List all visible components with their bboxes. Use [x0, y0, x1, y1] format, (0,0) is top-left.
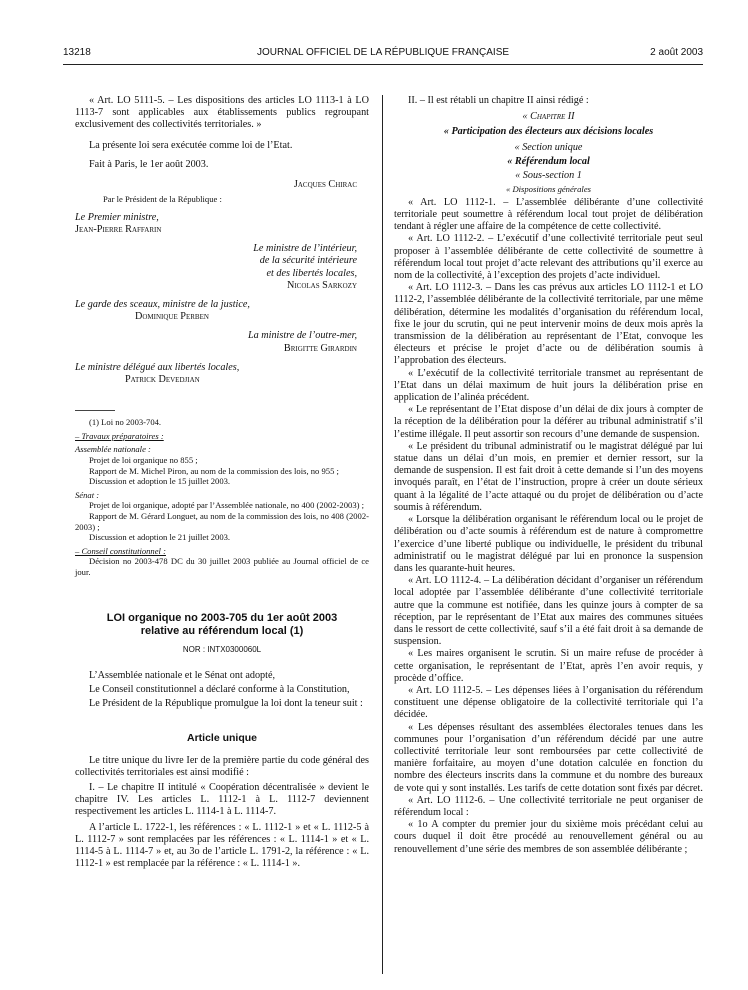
right-paragraph: « Art. LO 1112-4. – La délibération décidant d’organiser un référendum local adoptée par l’assemblée délibérante d’une collectivité territoriale autre que la commune est notifiée, dans les quinze jours à compter de sa réception, par le représentant de l’Etat aux maires des communes situées dans le ressort de cette collectivité, sauf s’il a été fait droit à sa demande de suspension.	[394, 575, 703, 648]
right-paragraph: « Art. LO 1112-1. – L’assemblée délibérante d’une collectivité territoriale peut soumettre à référendum local tout projet de délibération tendant à régler une affaire de la compétence de cette collectivité.	[394, 196, 703, 233]
right-column	[394, 95, 703, 856]
issue-date: 2 août 2003	[650, 47, 703, 58]
libertes-title: Le ministre délégué aux libertés locales,	[75, 361, 240, 373]
footnote-line: Rapport de M. Gérard Longuet, au nom de la commission des lois, no 408 (2002-2003) ;	[75, 511, 369, 532]
justice-name: Dominique Perben	[135, 311, 209, 323]
fait-a-paris: Fait à Paris, le 1er août 2003.	[89, 158, 209, 170]
premier-ministre-name: Jean-Pierre Raffarin	[75, 224, 162, 236]
adopte-text: L’Assemblée nationale et le Sénat ont adopté,	[89, 669, 276, 681]
signature-chirac: Jacques Chirac	[293, 179, 357, 191]
footnote-line: (1) Loi no 2003-704.	[89, 417, 162, 428]
left-column	[75, 95, 369, 870]
footnotes	[75, 417, 369, 577]
footnote-line: – Travaux préparatoires :	[75, 430, 164, 441]
right-paragraph: « L’exécutif de la collectivité territoriale transmet au représentant de l’Etat dans un délai maximum de huit jours la délibération prise en application de l’alinéa précédent.	[394, 367, 703, 404]
conseil-text: Le Conseil constitutionnel a déclaré conforme à la Constitution,	[89, 683, 350, 695]
footnote-line: Assemblée nationale :	[75, 444, 151, 455]
promulgue-text: Le Président de la République promulgue la loi dont la teneur suit :	[89, 698, 363, 710]
par-le-president: Par le Président de la République :	[103, 194, 222, 205]
footnote-line: Décision no 2003-478 DC du 30 juillet 2003 publiée au Journal officiel de ce jour.	[75, 556, 369, 577]
footnote-line: Projet de loi organique no 855 ;	[89, 455, 198, 466]
outremer-name: Brigitte Girardin	[283, 342, 357, 354]
interieur-name: Nicolas Sarkozy	[286, 279, 357, 291]
chapitre-heading: « Chapitre II	[522, 111, 575, 123]
page-header	[63, 47, 703, 61]
article-lo-5111-5: « Art. LO 5111-5. – Les dispositions des articles LO 1113-1 à LO 1113-7 sont applicables aux établissements publics regroupant exclusivement des collectivités territoriales. »	[75, 95, 369, 131]
premier-ministre-title: Le Premier ministre,	[75, 211, 159, 223]
footnote-line: Sénat :	[75, 489, 100, 500]
interieur-title-2: de la sécurité intérieure	[259, 255, 357, 267]
article-1722-text: A l’article L. 1722-1, les références : « L. 1112-1 » et « L. 1112-5 à L. 1112-7 » sont remplacées par les références : « L. 1114-1 » et « L. 1114-5 à L. 1114-7 » et, au 3o de l’article L. 1791-2, la référence : « L. 1112-1 » est remplacée par la référence : « L. 1114-1 ».	[75, 821, 369, 870]
right-paragraph: « Les dépenses résultant des assemblées électorales tenues dans les communes pour l’organisation d’un référendum décidé par une autre collectivité territoriale leur sont remboursées par cette collectivité de manière forfaitaire, au moyen d’une dotation calculée en fonction du nombre des électeurs inscrits dans la commune et du nombre des bureaux de vote qui y sont installés. Les tarifs de cette dotation sont fixés par décret.	[394, 721, 703, 794]
law-title-line-1: LOI organique no 2003-705 du 1er août 2003	[106, 611, 338, 624]
column-divider	[382, 95, 383, 974]
law-heading	[75, 612, 369, 656]
article-unique-heading: Article unique	[186, 732, 257, 745]
law-title-line-2: relative au référendum local (1)	[140, 624, 304, 637]
right-paragraph: « Art. LO 1112-3. – Dans les cas prévus aux articles LO 1112-1 et LO 1112-2, l’assemblée délibérante de la collectivité territoriale, par une même délibération, détermine les modalités d’organisation du référendum local, fixe le jour du scrutin, qui ne peut intervenir moins de deux mois après la transmission de la délibération au représentant de l’Etat, convoque les électeurs et précise le projet d’acte ou de délibération soumis à l’approbation des électeurs.	[394, 282, 703, 367]
executee-text: La présente loi sera exécutée comme loi de l’Etat.	[89, 139, 293, 151]
right-paragraph: « Le président du tribunal administratif ou le magistrat délégué par lui statue dans un délai d’un mois, en premier et dernier ressort, sur la demande de suspension. Il est fait droit à cette demande si l’un des moyens invoqués paraît, en l’état de l’instruction, propre à créer un doute sérieux quant à la légalité de l’acte attaqué ou du projet de délibération ou d’acte soumis à référendum.	[394, 440, 703, 513]
right-paragraph: « Les maires organisent le scrutin. Si un maire refuse de procéder à cette organisation, le représentant de l’Etat, après l’en avoir requis, y procède d’office.	[394, 648, 703, 684]
interieur-title-1: Le ministre de l’intérieur,	[253, 243, 357, 255]
right-paragraph: « Art. LO 1112-5. – Les dépenses liées à l’organisation du référendum constituent une dépense obligatoire de la collectivité territoriale qui l’a décidée.	[394, 684, 703, 721]
footnote-line: Discussion et adoption le 15 juillet 2003.	[89, 476, 231, 487]
footnote-line: Discussion et adoption le 21 juillet 2003.	[89, 532, 231, 543]
right-paragraph: « 1o A compter du premier jour du sixième mois précédant celui au cours duquel il doit être procédé au renouvellement général ou au renouvellement d’une série des membres de son assemblée délibérante ;	[394, 819, 703, 855]
sous-section-heading: « Sous-section 1	[515, 170, 582, 182]
right-paragraph: « Lorsque la délibération organisant le référendum local ou le projet de délibération ou d’acte soumis à référendum est de nature à compromettre l’exercice d’une liberté publique ou individuelle, le président du tribunal administratif ou le magistrat délégué par lui en prononce la suspension dans les quarante-huit heures.	[394, 514, 703, 574]
nor-reference: NOR : INTX0300060L	[182, 644, 262, 654]
libertes-name: Patrick Devedjian	[125, 374, 200, 386]
footnote-line: – Conseil constitutionnel :	[75, 545, 166, 556]
journal-title: JOURNAL OFFICIEL DE LA RÉPUBLIQUE FRANÇAISE	[256, 47, 510, 58]
right-paragraph: « Le représentant de l’Etat dispose d’un délai de dix jours à compter de la réception de la délibération pour la déférer au tribunal administratif s’il l’estime illégale. Il peut assortir son recours d’une demande de suspension.	[394, 404, 703, 440]
right-paragraph: « Art. LO 1112-6. – Une collectivité territoriale ne peut organiser de référendum local :	[394, 794, 703, 818]
section-heading: « Section unique	[514, 141, 583, 153]
page-number: 13218	[63, 47, 91, 58]
dispositions-heading: « Dispositions générales	[506, 184, 591, 195]
justice-title: Le garde des sceaux, ministre de la justice,	[75, 299, 250, 311]
chapitre-title: « Participation des électeurs aux décisions locales	[443, 126, 654, 138]
header-rule	[63, 64, 703, 65]
footnote-line: Rapport de M. Michel Piron, au nom de la commission des lois, no 955 ;	[89, 465, 339, 476]
outremer-title: La ministre de l’outre-mer,	[247, 330, 357, 342]
footnote-line: Projet de loi organique, adopté par l’Assemblée nationale, no 400 (2002-2003) ;	[89, 500, 365, 511]
titre-unique-text: Le titre unique du livre Ier de la première partie du code général des collectivités territoriales est ainsi modifié :	[75, 754, 369, 778]
interieur-title-3: et des libertés locales,	[266, 267, 357, 279]
referendum-heading: « Référendum local	[507, 155, 590, 167]
right-paragraph: « Art. LO 1112-2. – L’exécutif d’une collectivité territoriale peut seul proposer à l’assemblée délibérante de cette collectivité de soumettre à référendum local tout projet d’acte relevant des attributions qu’il exerce au nom de la collectivité, à l’exception des projets d’acte individuel.	[394, 233, 703, 282]
point-ii-text: II. – Il est rétabli un chapitre II ainsi rédigé :	[408, 95, 589, 106]
point-i-text: I. – Le chapitre II intitulé « Coopération décentralisée » devient le chapitre IV. Les articles L. 1112-1 à L. 1112-7 deviennent respectivement les articles L. 1114-1 à L. 1114-7.	[75, 781, 369, 818]
